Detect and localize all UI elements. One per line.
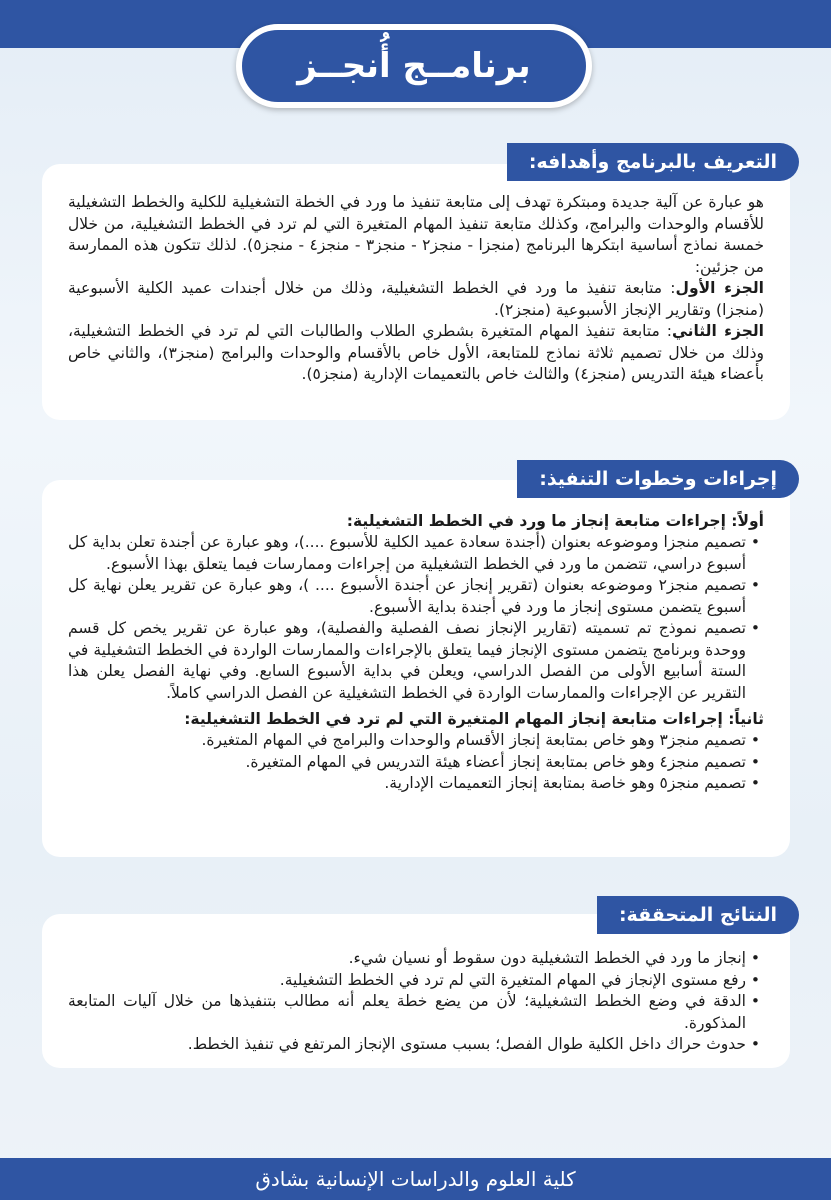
first-procedures-heading: أولاً: إجراءات متابعة إنجاز ما ورد في الخطط التشغيلية:	[346, 512, 764, 530]
part2-paragraph	[68, 321, 764, 386]
footer-text: كلية العلوم والدراسات الإنسانية بشادق	[255, 1167, 576, 1191]
list-item: • تصميم منجز٥ وهو خاصة بمتابعة إنجاز التعميمات الإدارية.	[68, 773, 746, 795]
list-item: • رفع مستوى الإنجاز في المهام المتغيرة التي لم ترد في الخطط التشغيلية.	[68, 970, 746, 992]
second-procedures-heading: ثانياً: إجراءات متابعة إنجاز المهام المتغيرة التي لم ترد في الخطط التشغيلية:	[184, 710, 764, 728]
list-item: • تصميم نموذج تم تسميته (تقارير الإنجاز نصف الفصلية والفصلية)، وهو عبارة عن تقرير يخص كل قسم ووحدة وبرنامج يتضمن مستوى الإنجاز فيما يتعلق بالإجراءات والممارسات الواردة في الخطط التشغيلية في الستة أسابيع الأولى من الفصل الدراسي، ويعلن في بداية الأسبوع السابع. وفي نهاية الفصل يعلن هذا التقرير عن الإجراءات والممارسات الواردة في الخطط التشغيلية عن الفصل الدراسي كاملاً.	[68, 618, 746, 704]
list-item: • تصميم منجز٢ وموضوعه بعنوان (تقرير إنجاز عن أجندة الأسبوع .... )، وهو عبارة عن تقرير يعلن نهاية كل أسبوع يتضمن مستوى إنجاز ما ورد في أجندة بداية الأسبوع.	[68, 575, 746, 618]
results-list	[68, 948, 764, 1056]
part2-text: : متابعة تنفيذ المهام المتغيرة بشطري الطلاب والطالبات التي لم ترد في الخطط التشغيلية، وذلك من خلال تصميم ثلاثة نماذج للمتابعة، الأول خاص بالأقسام والوحدات والبرامج (منجز٣)، والثاني خاص بأعضاء هيئة التدريس (منجز٤) والثالث خاص بالتعميمات الإدارية (منجز٥).	[68, 322, 764, 383]
procedures-card	[42, 480, 790, 857]
intro-text: هو عبارة عن آلية جديدة ومبتكرة تهدف إلى متابعة تنفيذ ما ورد في الخطة التشغيلية للكلية والخطط التشغيلية للأقسام والوحدات والبرامج، وكذلك متابعة تنفيذ المهام المتغيرة التي لم ترد في الخطط التشغيلية، من خلال خمسة نماذج أساسية ابتكرها البرنامج (منجزا - منجز٢ - منجز٣ - منجز٤ - منجز٥). لذلك تتكون هذه الممارسة من جزئين:	[68, 193, 765, 276]
list-item: • حدوث حراك داخل الكلية طوال الفصل؛ بسبب مستوى الإنجاز المرتفع في تنفيذ الخطط.	[68, 1034, 746, 1056]
page-title: برنامــج أُنجــز	[297, 46, 531, 86]
intro-card	[42, 164, 790, 420]
results-card	[42, 914, 790, 1068]
intro-paragraph	[68, 192, 764, 278]
part1-paragraph	[68, 278, 764, 321]
list-item: • الدقة في وضع الخطط التشغيلية؛ لأن من يضع خطة يعلم أنه مطالب بتنفيذها من خلال آليات المتابعة المذكورة.	[68, 991, 746, 1034]
part2-label: الجزء الثاني	[671, 322, 764, 340]
list-item: • تصميم منجز٤ وهو خاص بمتابعة إنجاز أعضاء هيئة التدريس في المهام المتغيرة.	[68, 752, 746, 774]
list-item: • تصميم منجزا وموضوعه بعنوان (أجندة سعادة عميد الكلية للأسبوع ....)، وهو عبارة عن أجندة تعلن بداية كل أسبوع دراسي، تتضمن ما ورد في الخطط التشغيلية من إجراءات وممارسات فيما يتعلق بهذا الأسبوع.	[68, 532, 746, 575]
first-procedures-list	[68, 532, 764, 704]
part1-label: الجزء الأول	[675, 279, 764, 297]
section3-heading: النتائج المتحققة:	[597, 896, 799, 934]
section2-heading: إجراءات وخطوات التنفيذ:	[517, 460, 799, 498]
part1-text: : متابعة تنفيذ ما ورد في الخطط التشغيلية، وذلك من خلال أجندات عميد الكلية الأسبوعية (منجزا) وتقارير الإنجاز الأسبوعية (منجز٢).	[68, 279, 764, 319]
list-item: • تصميم منجز٣ وهو خاص بمتابعة إنجاز الأقسام والوحدات والبرامج في المهام المتغيرة.	[68, 730, 746, 752]
second-procedures-list	[68, 730, 764, 795]
footer-bar	[0, 1158, 831, 1200]
list-item: • إنجاز ما ورد في الخطط التشغيلية دون سقوط أو نسيان شيء.	[68, 948, 746, 970]
section1-heading: التعريف بالبرنامج وأهدافه:	[507, 143, 799, 181]
title-banner	[236, 24, 592, 108]
